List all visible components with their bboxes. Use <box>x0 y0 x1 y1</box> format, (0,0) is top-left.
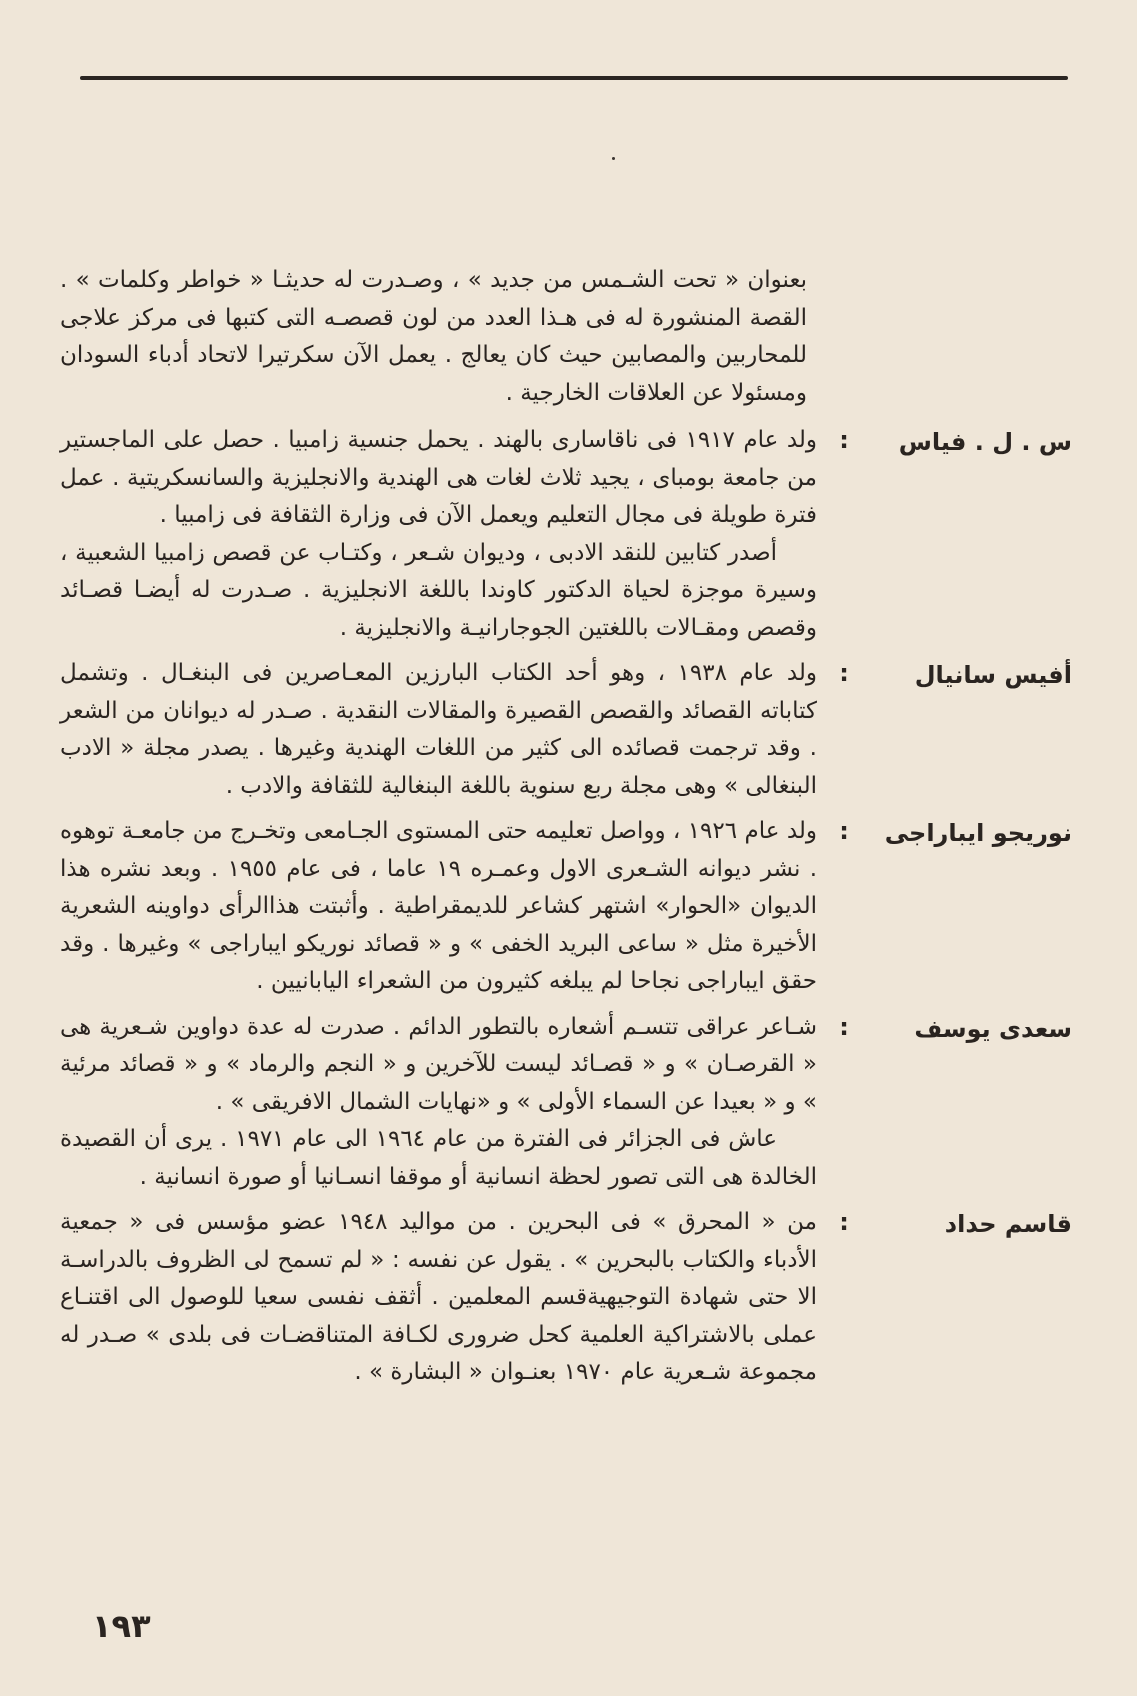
bio-paragraph: أصدر كتابين للنقد الادبى ، وديوان شـعر ، وكتـاب عن قصص زامبيا الشعبية ، وسيرة موجزة لحياة الدكتور كاوندا باللغة الانجليزية . صـدرت له أيضـا قصـائد وقصص ومقـالات باللغتين الجوجارانيـة والانجليزية . <box>60 539 817 641</box>
page-number: ١٩٣ <box>92 1607 151 1645</box>
colon-separator: : <box>839 659 849 687</box>
author-name: أفيس سانيال <box>914 661 1072 689</box>
bio-paragraph: عاش فى الجزائر فى الفترة من عام ١٩٦٤ الى عام ١٩٧١ . يرى أن القصيدة الخالدة هى التى تصور لحظة انسانية أو موقفا انسـانيا أو صورة انسانية . <box>60 1126 817 1190</box>
author-bio <box>60 422 831 647</box>
page-content <box>60 262 1072 1392</box>
colon-separator: : <box>839 817 849 845</box>
colon-separator: : <box>839 426 849 454</box>
author-name: قاسم حداد <box>944 1210 1072 1238</box>
entry-qasim-haddad <box>60 1204 1072 1392</box>
author-name: سعدى يوسف <box>914 1014 1072 1043</box>
author-name: نوريجو ايباراجى <box>884 819 1072 847</box>
intro-text: بعنوان « تحت الشـمس من جديد » ، وصـدرت له حديثـا « خواطر وكلمات » . القصة المنشورة له فى هـذا العدد من لون قصصـه التى كتبها فى مركز علاجى للمحاربين والمصابين حيث كان يعالج . يعمل الآن سكرتيرا لاتحاد أدباء السودان ومسئولا عن العلاقات الخارجية . <box>60 267 807 406</box>
entry-sanyal <box>60 655 1072 805</box>
intro-paragraph <box>60 262 807 412</box>
bio-paragraph: من « المحرق » فى البحرين . من مواليد ١٩٤٨ عضو مؤسس فى « جمعية الأدباء والكتاب بالبحرين » . يقول عن نفسه : « لم تسمح لى الظروف بالدراسـة الا حتى شهادة التوجيهيةقسم المعلمين . أثقف نفسى سعيا للوصول الى اقتنـاع عملى بالاشتراكية العلمية كحل ضرورى لكـافة المتناقضـات فى بلدى » صـدر له مجموعة شـعرية عام ١٩٧٠ بعنـوان « البشارة » . <box>60 1209 817 1385</box>
top-rule <box>80 76 1068 80</box>
bio-paragraph: ولد عام ١٩١٧ فى ناقاسارى بالهند . يحمل جنسية زامبيا . حصل على الماجستير من جامعة بومباى ، يجيد ثلاث لغات هى الهندية والانجليزية والسانسكريتية . عمل فترة طويلة فى مجال التعليم ويعمل الآن فى وزارة الثقافة فى زامبيا . <box>60 427 817 528</box>
author-bio <box>60 655 831 805</box>
author-bio <box>60 1009 831 1197</box>
bio-paragraph: ولد عام ١٩٣٨ ، وهو أحد الكتاب البارزين المعـاصرين فى البنغـال . وتشمل كتاباته القصائد والقصص القصيرة والمقالات النقدية . صـدر له ديوانان من الشعر . وقد ترجمت قصائده الى كثير من اللغات الهندية وغيرها . يصدر مجلة « الادب البنغالى » وهى مجلة ربع سنوية باللغة البنغالية للثقافة والادب . <box>60 660 818 799</box>
ink-speck <box>612 157 615 160</box>
entry-vyas <box>60 422 1072 647</box>
entry-saadi-youssef <box>60 1009 1072 1197</box>
colon-separator: : <box>839 1012 849 1041</box>
author-bio <box>60 1204 831 1392</box>
bio-paragraph: شـاعر عراقى تتسـم أشعاره بالتطور الدائم . صدرت له عدة دواوين شـعرية هى « القرصـان » و « قصـائد ليست للآخرين و « النجم والرماد » و « قصائد مرئية » و « بعيدا عن السماء الأولى » و «نهايات الشمال الافريقى » . <box>60 1013 817 1115</box>
author-bio <box>60 813 831 1001</box>
bio-paragraph: ولد عام ١٩٢٦ ، وواصل تعليمه حتى المستوى الجـامعى وتخـرج من جامعـة توهوه . نشر ديوانه الشـعرى الاول وعمـره ١٩ عاما ، فى عام ١٩٥٥ . وبعد نشره هذا الديوان «الحوار» اشتهر كشاعر للديمقراطية . وأثبتت هذاالرأى دواوينه الشعرية الأخيرة مثل « ساعى البريد الخفى » و « قصائد نوريكو ايباراجى » وغيرها . وقد حقق ايباراجى نجاحا لم يبلغه كثيرون من الشعراء اليابانيين . <box>60 818 818 994</box>
author-name: س . ل . فياس <box>898 428 1072 456</box>
colon-separator: : <box>839 1208 849 1236</box>
entry-ibaragi <box>60 813 1072 1001</box>
